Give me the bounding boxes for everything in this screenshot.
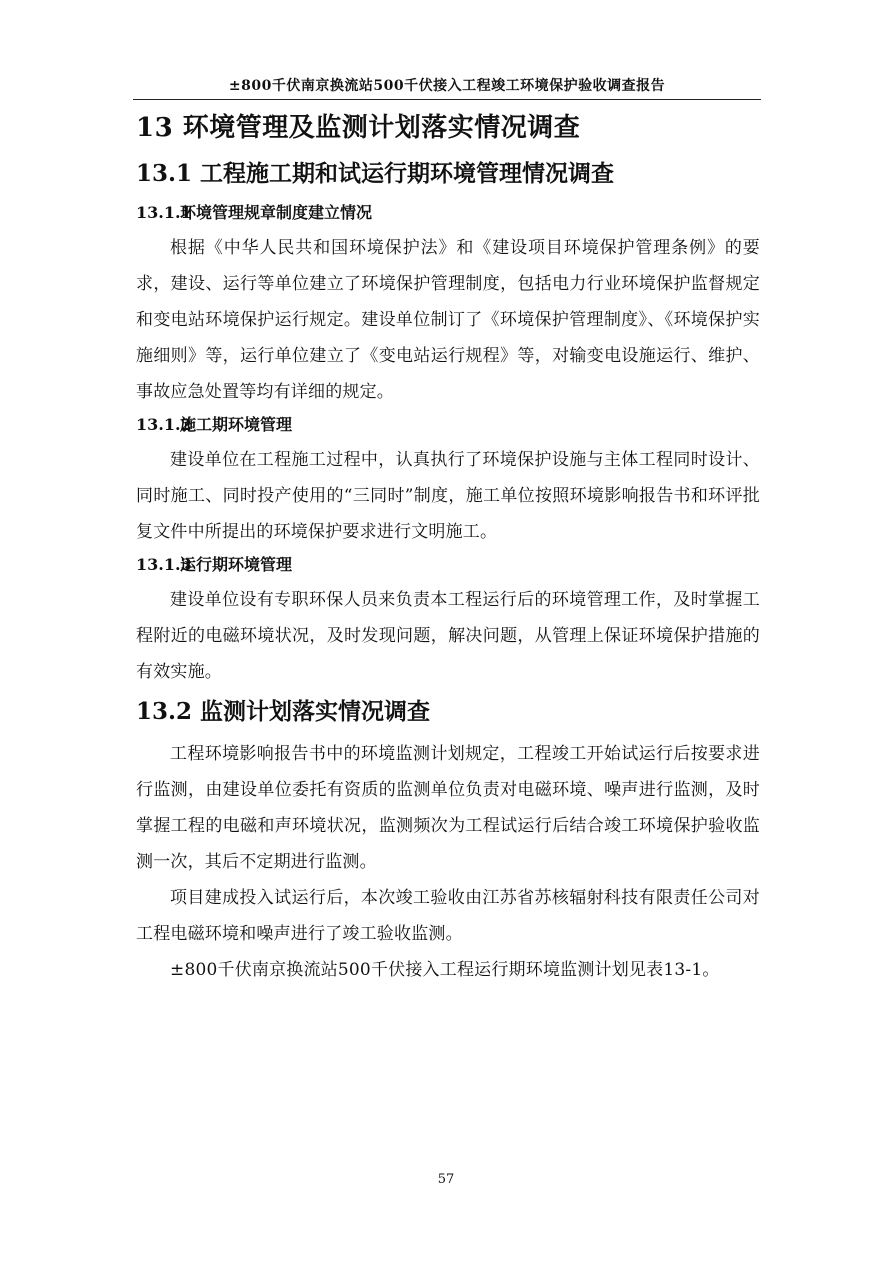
subsection-13-1-1-heading — [136, 198, 760, 230]
subsection-title: 运行期环境管理 — [180, 555, 293, 574]
section-13-1-title: 13.1 工程施工期和试运行期环境管理情况调查 — [136, 160, 615, 187]
chapter-title: 13 环境管理及监测计划落实情况调查 — [136, 113, 581, 143]
paragraph-13-2-2: 项目建成投入试运行后，本次竣工验收由江苏省苏核辐射科技有限责任公司对工程电磁环境和噪声进行了竣工验收监测。 — [136, 888, 760, 944]
paragraph-13-2-3: ±800千伏南京换流站500千伏接入工程运行期环境监测计划见表13-1。 — [170, 960, 720, 980]
subsection-number: 13.1.2 — [136, 415, 192, 434]
section-13-2-title: 13.2 监测计划落实情况调查 — [136, 698, 431, 725]
page-content — [136, 108, 760, 988]
subsection-number: 13.1.1 — [136, 203, 192, 222]
header-rule — [133, 99, 761, 100]
subsection-title: 环境管理规章制度建立情况 — [180, 203, 373, 222]
subsection-13-1-3-heading — [136, 550, 760, 582]
subsection-title: 施工期环境管理 — [180, 415, 293, 434]
subsection-number: 13.1.3 — [136, 555, 192, 574]
page-number: 57 — [437, 1172, 455, 1187]
paragraph-13-1-2: 建设单位在工程施工过程中，认真执行了环境保护设施与主体工程同时设计、同时施工、同时投产使用的“三同时”制度，施工单位按照环境影响报告书和环评批复文件中所提出的环境保护要求进行文明施工。 — [136, 450, 760, 542]
running-header: ±800千伏南京换流站500千伏接入工程竣工环境保护验收调查报告 — [228, 78, 666, 94]
subsection-13-1-2-heading — [136, 410, 760, 442]
paragraph-13-2-1: 工程环境影响报告书中的环境监测计划规定，工程竣工开始试运行后按要求进行监测，由建设单位委托有资质的监测单位负责对电磁环境、噪声进行监测，及时掌握工程的电磁和声环境状况，监测频次为工程试运行后结合竣工环境保护验收监测一次，其后不定期进行监测。 — [136, 744, 760, 872]
paragraph-13-1-3: 建设单位设有专职环保人员来负责本工程运行后的环境管理工作，及时掌握工程附近的电磁环境状况，及时发现问题，解决问题，从管理上保证环境保护措施的有效实施。 — [136, 590, 760, 682]
paragraph-13-1-1: 根据《中华人民共和国环境保护法》和《建设项目环境保护管理条例》的要求，建设、运行等单位建立了环境保护管理制度，包括电力行业环境保护监督规定和变电站环境保护运行规定。建设单位制订了《环境保护管理制度》、《环境保护实施细则》等，运行单位建立了《变电站运行规程》等，对输变电设施运行、维护、事故应急处置等均有详细的规定。 — [136, 238, 760, 402]
